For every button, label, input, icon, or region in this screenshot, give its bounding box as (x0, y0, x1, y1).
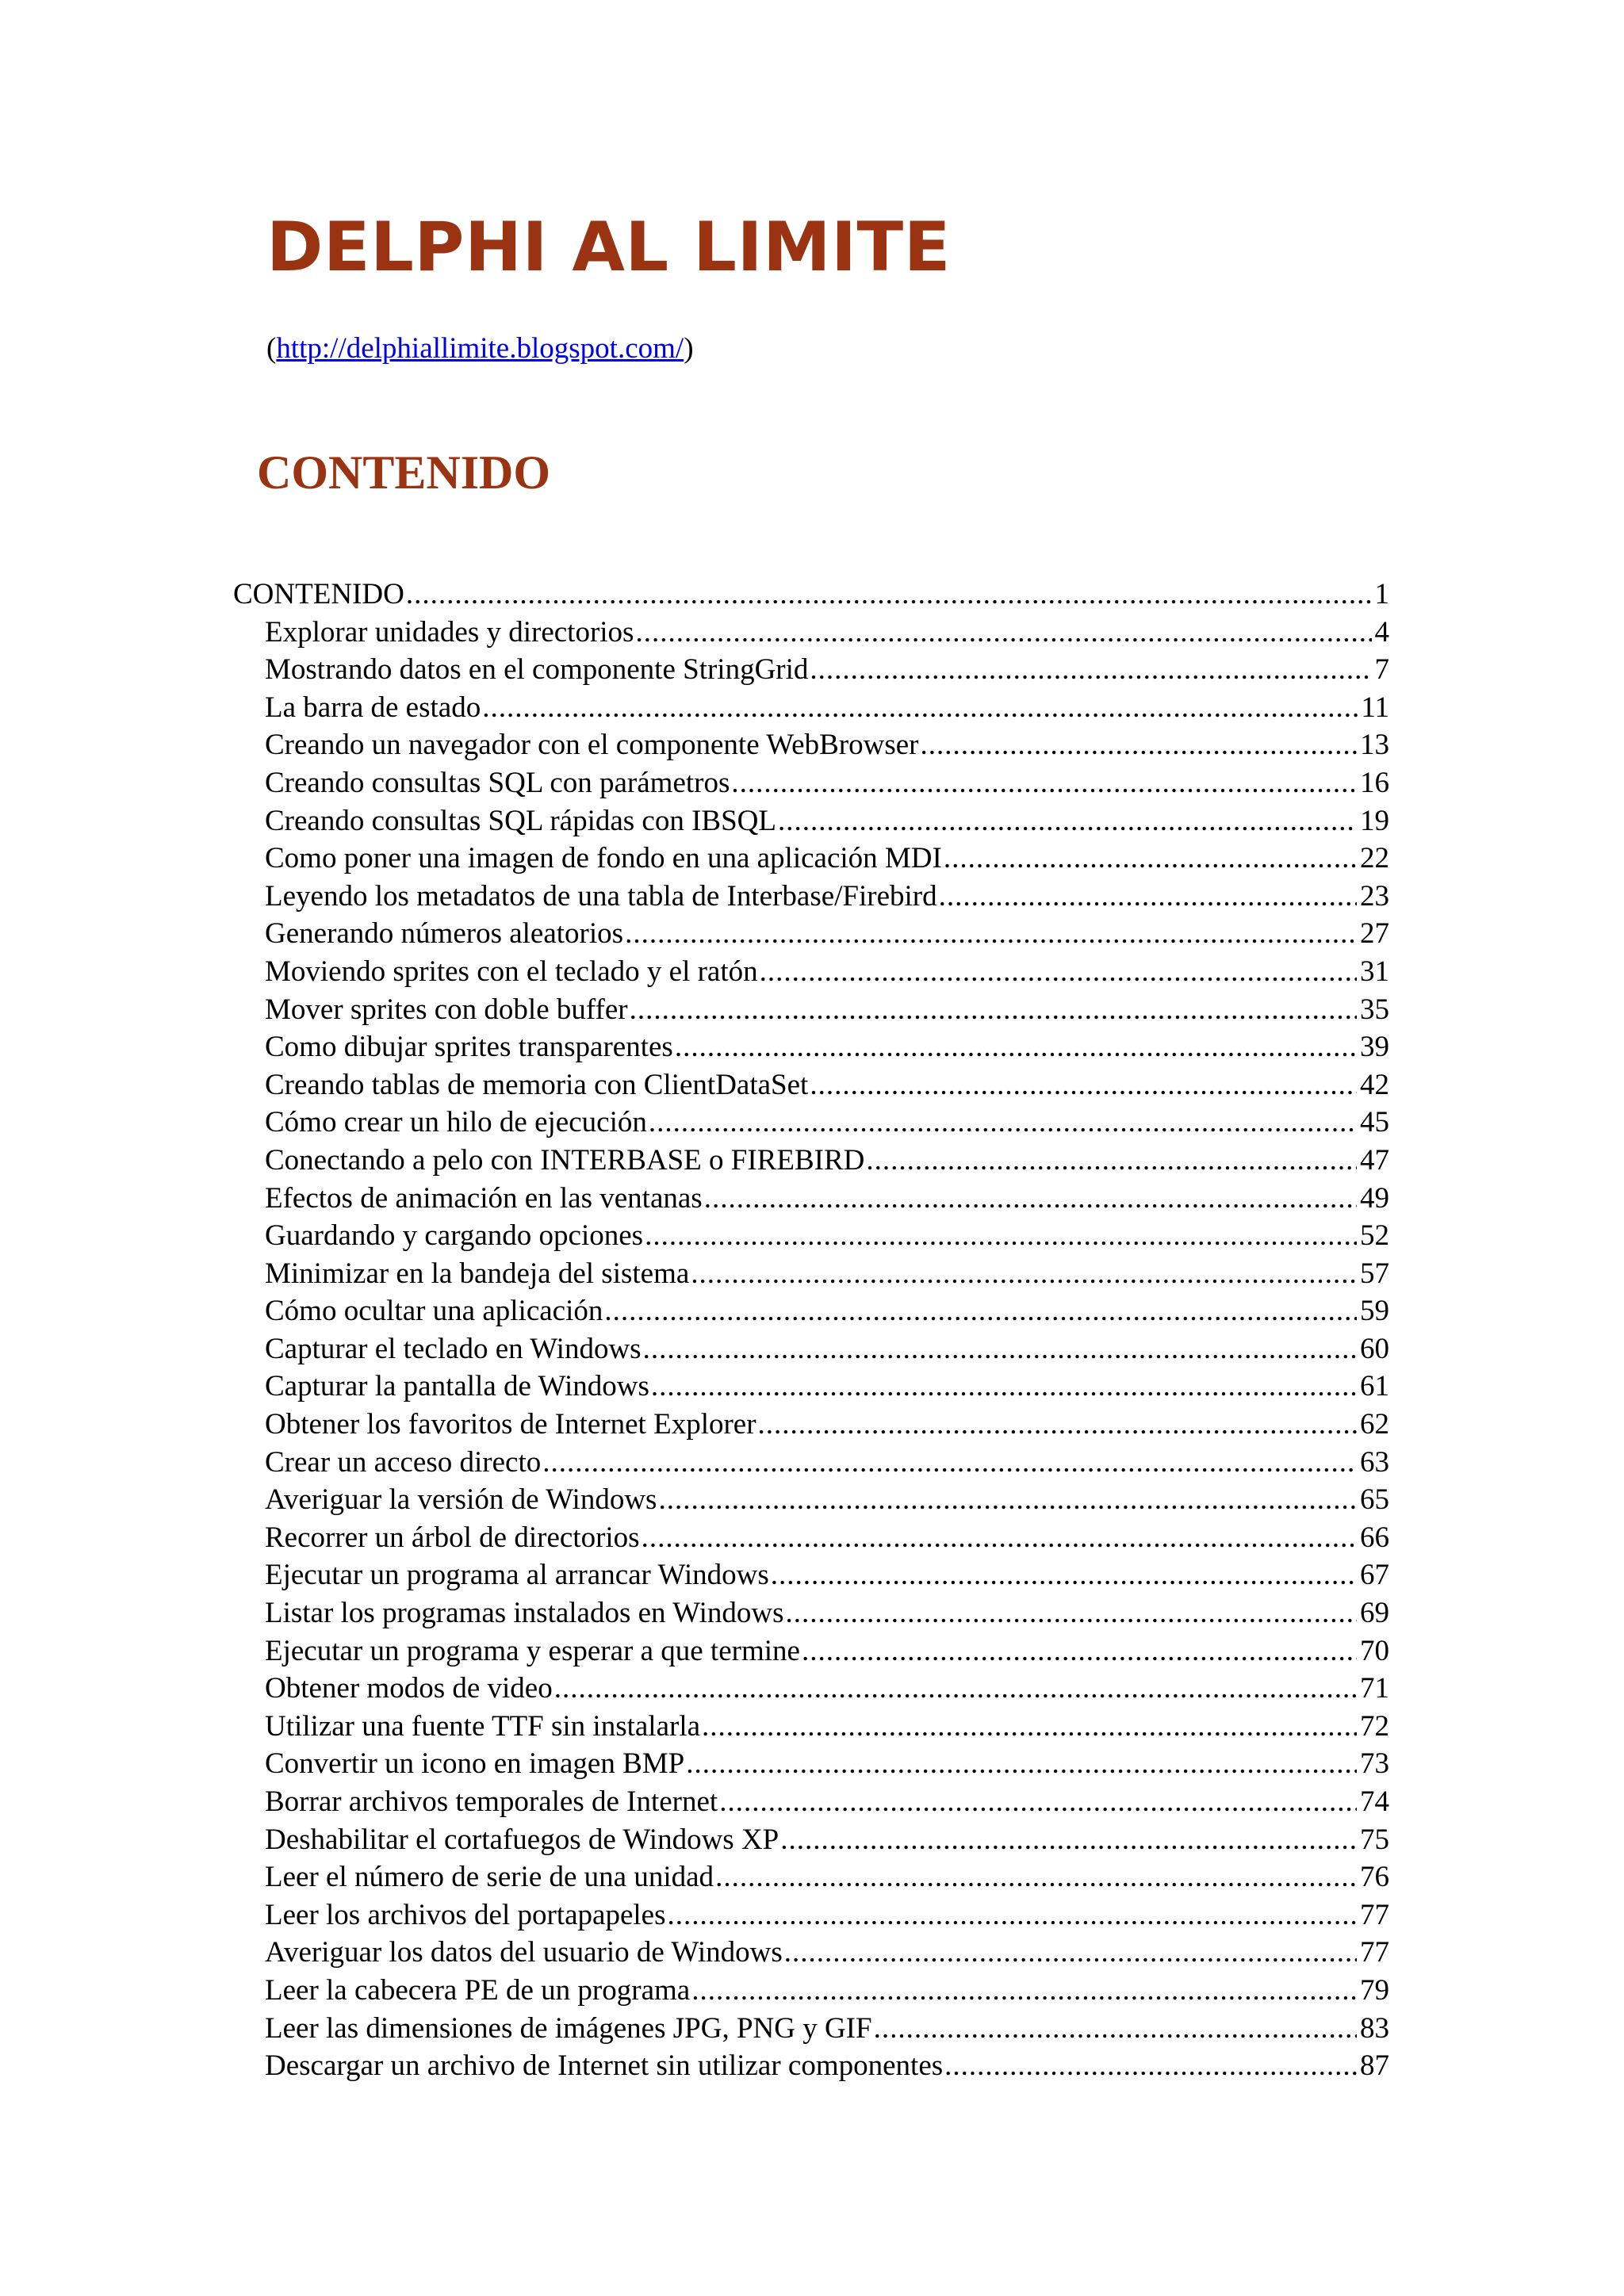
table-of-contents (233, 576, 1389, 2085)
toc-entry-title: Capturar el teclado en Windows (265, 1332, 642, 1365)
toc-entry[interactable] (233, 991, 1389, 1029)
toc-entry[interactable] (233, 764, 1389, 802)
toc-entry-page: 11 (1361, 691, 1389, 724)
section-heading: CONTENIDO (257, 446, 551, 499)
toc-dot-leader (785, 1594, 1357, 1632)
toc-entry-title: Creando tablas de memoria con ClientDataSet (265, 1068, 809, 1101)
toc-entry-title: Leyendo los metadatos de una tabla de Interbase/Firebird (265, 879, 937, 913)
toc-entry-title: Generando números aleatorios (265, 917, 624, 951)
toc-entry-title: Crear un acceso directo (265, 1445, 542, 1479)
toc-entry-title: Leer la cabecera PE de un programa (265, 1973, 691, 2007)
toc-entry-page: 60 (1360, 1332, 1389, 1365)
toc-entry-page: 47 (1360, 1143, 1389, 1177)
toc-entry-page: 39 (1360, 1031, 1389, 1064)
toc-entry-page: 23 (1360, 879, 1389, 913)
url-open-paren: ( (266, 332, 277, 365)
toc-entry-page: 52 (1360, 1219, 1389, 1253)
toc-entry[interactable] (233, 2047, 1389, 2085)
toc-dot-leader (784, 1934, 1357, 1972)
document-title: DELPHI AL LIMITE (266, 208, 951, 287)
toc-entry-title: Averiguar los datos del usuario de Windows (265, 1936, 783, 1969)
toc-entry[interactable] (233, 1896, 1389, 1934)
toc-entry[interactable] (233, 689, 1389, 727)
toc-entry[interactable] (233, 1708, 1389, 1746)
toc-entry[interactable] (233, 614, 1389, 652)
toc-dot-leader (604, 1292, 1357, 1330)
toc-entry-title: Ejecutar un programa al arrancar Windows (265, 1559, 769, 1592)
toc-entry-title: Convertir un icono en imagen BMP (265, 1747, 685, 1781)
toc-entry[interactable] (233, 1556, 1389, 1594)
toc-dot-leader (645, 1217, 1357, 1255)
toc-entry-title: Borrar archivos temporales de Internet (265, 1785, 718, 1818)
toc-entry[interactable] (233, 1594, 1389, 1632)
toc-dot-leader (719, 1783, 1357, 1821)
toc-entry[interactable] (233, 915, 1389, 953)
toc-dot-leader (691, 1972, 1357, 2010)
toc-entry[interactable] (233, 1972, 1389, 2010)
toc-entry[interactable] (233, 1142, 1389, 1180)
toc-entry-title: Explorar unidades y directorios (265, 615, 634, 649)
toc-entry-title: Creando un navegador con el componente WebBrowser (265, 729, 919, 762)
toc-entry[interactable] (233, 1180, 1389, 1218)
toc-dot-leader (715, 1858, 1357, 1896)
toc-entry[interactable] (233, 1670, 1389, 1708)
toc-entry[interactable] (233, 1330, 1389, 1368)
toc-entry-page: 1 (1374, 578, 1389, 610)
toc-entry-title: La barra de estado (265, 691, 481, 724)
toc-dot-leader (658, 1481, 1357, 1519)
toc-entry-page: 31 (1360, 955, 1389, 988)
toc-dot-leader (651, 1368, 1357, 1406)
toc-entry[interactable] (233, 1368, 1389, 1406)
toc-entry-title: Como poner una imagen de fondo en una aplicación MDI (265, 842, 942, 875)
toc-entry[interactable] (233, 1745, 1389, 1783)
toc-entry-page: 62 (1360, 1408, 1389, 1441)
toc-dot-leader (874, 2010, 1357, 2048)
toc-entry[interactable] (233, 1821, 1389, 1859)
toc-entry-title: Moviendo sprites con el teclado y el ratón (265, 955, 758, 988)
toc-dot-leader (667, 1896, 1357, 1934)
toc-entry-page: 63 (1360, 1445, 1389, 1479)
toc-entry-title: Cómo ocultar una aplicación (265, 1295, 603, 1328)
toc-entry[interactable] (233, 1934, 1389, 1972)
toc-entry-page: 42 (1360, 1068, 1389, 1101)
toc-entry-title: Cómo crear un hilo de ejecución (265, 1106, 647, 1139)
toc-entry-page: 45 (1360, 1106, 1389, 1139)
toc-entry-page: 49 (1360, 1181, 1389, 1215)
toc-dot-leader (406, 576, 1372, 614)
toc-dot-leader (939, 878, 1357, 916)
toc-entry-title: Obtener los favoritos de Internet Explorer (265, 1408, 756, 1441)
toc-entry[interactable] (233, 1519, 1389, 1557)
toc-entry-page: 76 (1360, 1861, 1389, 1894)
toc-entry-page: 27 (1360, 917, 1389, 951)
toc-entry-page: 16 (1360, 766, 1389, 799)
toc-dot-leader (691, 1255, 1357, 1293)
toc-entry[interactable] (233, 1632, 1389, 1670)
toc-entry[interactable] (233, 953, 1389, 991)
toc-dot-leader (810, 1066, 1357, 1104)
toc-entry-title: Obtener modos de video (265, 1672, 553, 1705)
toc-entry-page: 75 (1360, 1823, 1389, 1856)
toc-entry-page: 7 (1374, 653, 1389, 687)
toc-entry-page: 4 (1374, 615, 1389, 649)
toc-entry[interactable] (233, 1028, 1389, 1066)
toc-dot-leader (649, 1104, 1357, 1142)
toc-entry-page: 57 (1360, 1257, 1389, 1290)
toc-entry-title: CONTENIDO (233, 578, 404, 610)
toc-entry-page: 71 (1360, 1672, 1389, 1705)
toc-entry-page: 66 (1360, 1521, 1389, 1554)
toc-entry[interactable] (233, 1292, 1389, 1330)
toc-entry-title: Capturar la pantalla de Windows (265, 1370, 649, 1403)
toc-entry-title: Recorrer un árbol de directorios (265, 1521, 640, 1554)
toc-entry[interactable] (233, 726, 1389, 764)
toc-entry-page: 83 (1360, 2011, 1389, 2045)
toc-dot-leader (675, 1028, 1357, 1066)
toc-entry-page: 19 (1360, 804, 1389, 837)
toc-entry[interactable] (233, 878, 1389, 916)
toc-dot-leader (625, 915, 1357, 953)
toc-entry-page: 13 (1360, 729, 1389, 762)
toc-dot-leader (702, 1708, 1357, 1746)
toc-entry[interactable] (233, 1217, 1389, 1255)
toc-entry[interactable] (233, 1104, 1389, 1142)
toc-entry-page: 61 (1360, 1370, 1389, 1403)
toc-entry-title: Efectos de animación en las ventanas (265, 1181, 703, 1215)
toc-dot-leader (758, 1406, 1357, 1444)
toc-dot-leader (802, 1632, 1357, 1670)
url-line (266, 330, 694, 368)
toc-dot-leader (920, 726, 1357, 764)
toc-dot-leader (866, 1142, 1357, 1180)
toc-entry[interactable] (233, 1066, 1389, 1104)
toc-entry-page: 73 (1360, 1747, 1389, 1781)
toc-entry-page: 65 (1360, 1483, 1389, 1517)
toc-entry[interactable] (233, 840, 1389, 878)
blog-url-link[interactable]: http://delphiallimite.blogspot.com/ (276, 332, 684, 365)
toc-dot-leader (642, 1519, 1357, 1557)
toc-entry-title: Leer los archivos del portapapeles (265, 1898, 666, 1931)
toc-entry-title: Descargar un archivo de Internet sin utilizar componentes (265, 2049, 944, 2083)
toc-dot-leader (643, 1330, 1357, 1368)
toc-entry-title: Averiguar la versión de Windows (265, 1483, 657, 1517)
toc-entry-title: Conectando a pelo con INTERBASE o FIREBIRD (265, 1143, 865, 1177)
toc-entry-title: Mover sprites con doble buffer (265, 993, 628, 1026)
toc-dot-leader (760, 953, 1357, 991)
toc-dot-leader (630, 991, 1357, 1029)
toc-entry-title: Utilizar una fuente TTF sin instalarla (265, 1709, 701, 1743)
toc-entry[interactable] (233, 1406, 1389, 1444)
toc-entry[interactable] (233, 1783, 1389, 1821)
toc-entry-page: 77 (1360, 1898, 1389, 1931)
toc-entry[interactable] (233, 1858, 1389, 1896)
toc-dot-leader (635, 614, 1371, 652)
toc-entry[interactable] (233, 1481, 1389, 1519)
toc-entry-title: Como dibujar sprites transparentes (265, 1031, 673, 1064)
toc-entry-page: 35 (1360, 993, 1389, 1026)
toc-entry-title: Leer el número de serie de una unidad (265, 1861, 714, 1894)
toc-dot-leader (810, 651, 1371, 689)
toc-entry-page: 69 (1360, 1597, 1389, 1630)
toc-entry[interactable] (233, 576, 1389, 614)
toc-dot-leader (771, 1556, 1357, 1594)
toc-entry-page: 72 (1360, 1709, 1389, 1743)
toc-dot-leader (542, 1444, 1357, 1482)
toc-dot-leader (704, 1180, 1357, 1218)
toc-entry-title: Mostrando datos en el componente StringGrid (265, 653, 809, 687)
toc-entry-title: Minimizar en la bandeja del sistema (265, 1257, 690, 1290)
toc-entry-page: 22 (1360, 842, 1389, 875)
toc-dot-leader (780, 1821, 1357, 1859)
toc-entry-title: Leer las dimensiones de imágenes JPG, PNG y GIF (265, 2011, 872, 2045)
toc-entry-title: Listar los programas instalados en Windows (265, 1597, 784, 1630)
url-close-paren: ) (684, 332, 694, 365)
toc-entry-page: 77 (1360, 1936, 1389, 1969)
toc-entry-page: 70 (1360, 1634, 1389, 1667)
toc-entry-title: Creando consultas SQL rápidas con IBSQL (265, 804, 776, 837)
toc-entry-title: Guardando y cargando opciones (265, 1219, 644, 1253)
toc-entry-page: 79 (1360, 1973, 1389, 2007)
toc-entry-page: 59 (1360, 1295, 1389, 1328)
toc-dot-leader (778, 802, 1357, 840)
toc-entry-page: 67 (1360, 1559, 1389, 1592)
toc-dot-leader (731, 764, 1357, 802)
toc-entry-title: Creando consultas SQL con parámetros (265, 766, 730, 799)
toc-entry-title: Ejecutar un programa y esperar a que termine (265, 1634, 800, 1667)
toc-dot-leader (944, 2047, 1357, 2085)
toc-entry[interactable] (233, 1444, 1389, 1482)
toc-entry[interactable] (233, 802, 1389, 840)
toc-entry-page: 87 (1360, 2049, 1389, 2083)
toc-dot-leader (554, 1670, 1357, 1708)
toc-entry-title: Deshabilitar el cortafuegos de Windows XP (265, 1823, 779, 1856)
toc-entry[interactable] (233, 2010, 1389, 2048)
toc-dot-leader (944, 840, 1357, 878)
toc-entry[interactable] (233, 651, 1389, 689)
toc-dot-leader (482, 689, 1358, 727)
toc-entry-page: 74 (1360, 1785, 1389, 1818)
toc-entry[interactable] (233, 1255, 1389, 1293)
toc-dot-leader (686, 1745, 1357, 1783)
